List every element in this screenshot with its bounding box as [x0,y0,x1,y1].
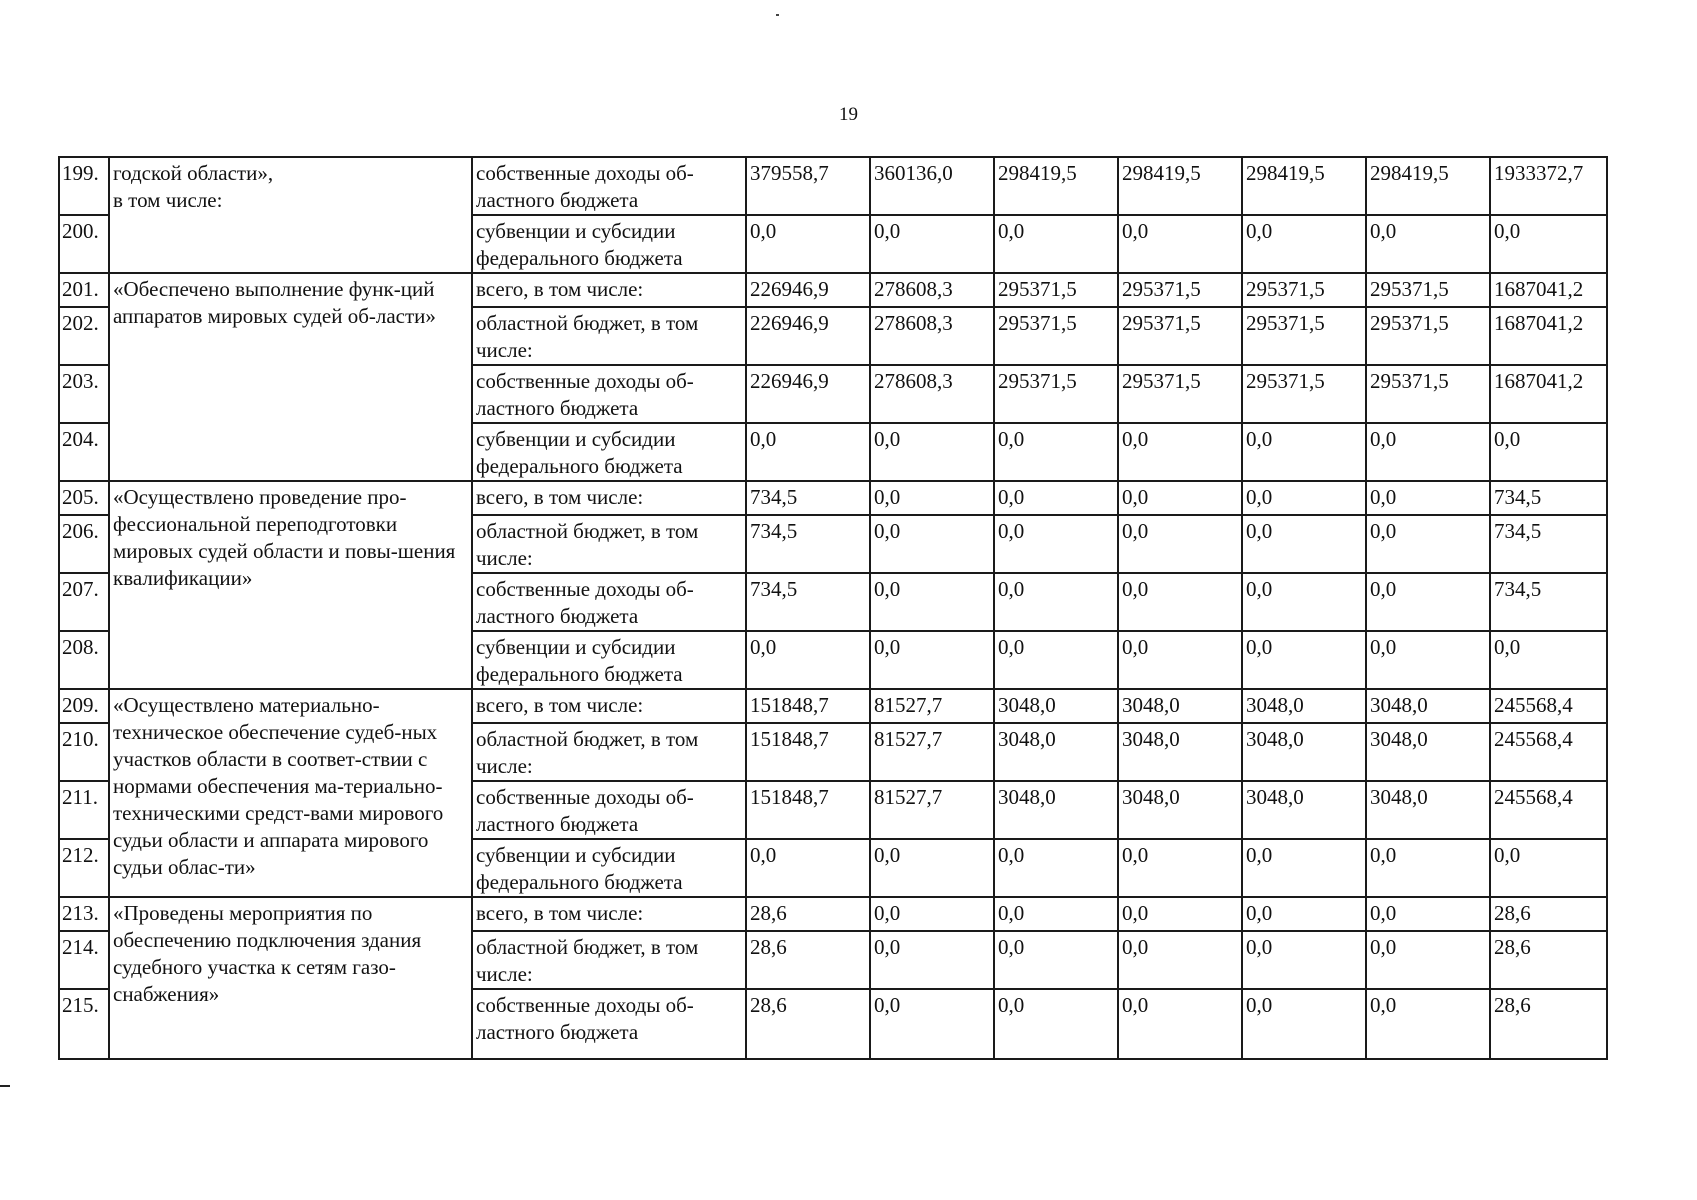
year-value: 295371,5 [1118,365,1242,423]
row-number: 212. [59,839,109,897]
year-value: 278608,3 [870,273,994,307]
year-value: 0,0 [870,215,994,273]
year-value: 0,0 [1118,897,1242,931]
total-value: 0,0 [1490,839,1607,897]
budget-table [58,156,1608,1060]
year-value: 0,0 [1366,989,1490,1059]
year-value: 0,0 [870,931,994,989]
year-value: 151848,7 [746,781,870,839]
year-value: 295371,5 [994,307,1118,365]
year-value: 226946,9 [746,307,870,365]
total-value: 245568,4 [1490,723,1607,781]
year-value: 298419,5 [1366,157,1490,215]
year-value: 0,0 [1366,423,1490,481]
year-value: 0,0 [994,515,1118,573]
year-value: 0,0 [1118,931,1242,989]
year-value: 3048,0 [1118,723,1242,781]
year-value: 0,0 [1242,423,1366,481]
funding-source: субвенции и субсидии федерального бюджета [472,631,746,689]
total-value: 28,6 [1490,897,1607,931]
year-value: 734,5 [746,573,870,631]
year-value: 0,0 [1242,215,1366,273]
funding-source: областной бюджет, в том числе: [472,515,746,573]
year-value: 278608,3 [870,365,994,423]
row-number: 214. [59,931,109,989]
total-value: 0,0 [1490,631,1607,689]
year-value: 0,0 [1118,481,1242,515]
total-value: 1687041,2 [1490,365,1607,423]
total-value: 734,5 [1490,515,1607,573]
year-value: 379558,7 [746,157,870,215]
year-value: 734,5 [746,481,870,515]
year-value: 0,0 [1242,839,1366,897]
row-number: 213. [59,897,109,931]
funding-source: всего, в том числе: [472,481,746,515]
row-number: 209. [59,689,109,723]
year-value: 0,0 [870,839,994,897]
year-value: 295371,5 [1366,273,1490,307]
row-number: 199. [59,157,109,215]
year-value: 0,0 [870,515,994,573]
year-value: 0,0 [1242,573,1366,631]
year-value: 3048,0 [994,723,1118,781]
row-number: 210. [59,723,109,781]
funding-source: собственные доходы об-ластного бюджета [472,781,746,839]
activity-name: «Осуществлено проведение про-фессиональной переподготовки мировых судей области и повы-шения квалификации» [109,481,472,689]
scan-speck [776,14,779,16]
year-value: 278608,3 [870,307,994,365]
table-row [59,157,1607,215]
year-value: 0,0 [870,573,994,631]
year-value: 0,0 [870,423,994,481]
year-value: 81527,7 [870,723,994,781]
table-body [59,157,1607,1059]
year-value: 0,0 [1118,631,1242,689]
row-number: 204. [59,423,109,481]
total-value: 734,5 [1490,481,1607,515]
year-value: 298419,5 [1242,157,1366,215]
year-value: 295371,5 [1242,273,1366,307]
year-value: 0,0 [994,897,1118,931]
activity-name: «Осуществлено материально-техническое обеспечение судеб-ных участков области в соответ-ствии с нормами обеспечения ма-териально-техническими средст-вами мирового судьи области и аппарата мирового судьи облас-ти» [109,689,472,897]
year-value: 0,0 [746,839,870,897]
table-row [59,897,1607,931]
year-value: 28,6 [746,897,870,931]
year-value: 226946,9 [746,365,870,423]
year-value: 3048,0 [1366,723,1490,781]
total-value: 734,5 [1490,573,1607,631]
funding-source: областной бюджет, в том числе: [472,307,746,365]
total-value: 245568,4 [1490,781,1607,839]
year-value: 0,0 [1242,481,1366,515]
year-value: 3048,0 [1366,689,1490,723]
year-value: 298419,5 [994,157,1118,215]
funding-source: всего, в том числе: [472,689,746,723]
year-value: 360136,0 [870,157,994,215]
year-value: 81527,7 [870,689,994,723]
funding-source: всего, в том числе: [472,273,746,307]
total-value: 245568,4 [1490,689,1607,723]
funding-source: субвенции и субсидии федерального бюджета [472,215,746,273]
scan-edge-mark [0,1085,10,1087]
funding-source: областной бюджет, в том числе: [472,723,746,781]
year-value: 0,0 [1366,481,1490,515]
year-value: 3048,0 [1118,781,1242,839]
year-value: 0,0 [1118,839,1242,897]
funding-source: областной бюджет, в том числе: [472,931,746,989]
year-value: 298419,5 [1118,157,1242,215]
row-number: 206. [59,515,109,573]
year-value: 0,0 [1366,931,1490,989]
row-number: 205. [59,481,109,515]
year-value: 0,0 [1366,515,1490,573]
year-value: 0,0 [994,215,1118,273]
funding-source: собственные доходы об-ластного бюджета [472,365,746,423]
year-value: 295371,5 [1366,307,1490,365]
year-value: 3048,0 [994,689,1118,723]
year-value: 0,0 [1118,989,1242,1059]
total-value: 1687041,2 [1490,307,1607,365]
year-value: 0,0 [994,839,1118,897]
year-value: 0,0 [994,481,1118,515]
table-row [59,273,1607,307]
row-number: 200. [59,215,109,273]
year-value: 295371,5 [1118,307,1242,365]
year-value: 0,0 [1242,515,1366,573]
page-number: 19 [839,104,858,125]
year-value: 295371,5 [1242,307,1366,365]
year-value: 0,0 [1242,931,1366,989]
year-value: 0,0 [994,573,1118,631]
year-value: 0,0 [1118,515,1242,573]
year-value: 0,0 [1366,215,1490,273]
year-value: 0,0 [870,989,994,1059]
total-value: 28,6 [1490,931,1607,989]
year-value: 0,0 [746,423,870,481]
year-value: 3048,0 [1118,689,1242,723]
funding-source: собственные доходы об-ластного бюджета [472,157,746,215]
year-value: 0,0 [746,215,870,273]
year-value: 0,0 [1366,631,1490,689]
row-number: 215. [59,989,109,1059]
year-value: 0,0 [1366,839,1490,897]
activity-name: годской области», в том числе: [109,157,472,273]
year-value: 0,0 [870,481,994,515]
year-value: 295371,5 [1366,365,1490,423]
row-number: 208. [59,631,109,689]
row-number: 202. [59,307,109,365]
funding-source: всего, в том числе: [472,897,746,931]
year-value: 81527,7 [870,781,994,839]
row-number: 207. [59,573,109,631]
year-value: 0,0 [1242,631,1366,689]
funding-source: собственные доходы об-ластного бюджета [472,989,746,1059]
year-value: 295371,5 [994,273,1118,307]
funding-source: собственные доходы об-ластного бюджета [472,573,746,631]
funding-source: субвенции и субсидии федерального бюджета [472,839,746,897]
year-value: 3048,0 [1242,689,1366,723]
year-value: 28,6 [746,931,870,989]
year-value: 0,0 [994,423,1118,481]
total-value: 0,0 [1490,215,1607,273]
total-value: 28,6 [1490,989,1607,1059]
year-value: 0,0 [1118,423,1242,481]
year-value: 0,0 [1366,573,1490,631]
total-value: 0,0 [1490,423,1607,481]
year-value: 3048,0 [1366,781,1490,839]
year-value: 0,0 [870,897,994,931]
year-value: 3048,0 [994,781,1118,839]
year-value: 0,0 [746,631,870,689]
year-value: 3048,0 [1242,781,1366,839]
year-value: 226946,9 [746,273,870,307]
year-value: 28,6 [746,989,870,1059]
year-value: 295371,5 [1118,273,1242,307]
total-value: 1687041,2 [1490,273,1607,307]
year-value: 0,0 [870,631,994,689]
year-value: 151848,7 [746,723,870,781]
year-value: 295371,5 [994,365,1118,423]
row-number: 203. [59,365,109,423]
activity-name: «Проведены мероприятия по обеспечению подключения здания судебного участка к сетям газо-снабжения» [109,897,472,1059]
year-value: 0,0 [994,931,1118,989]
year-value: 0,0 [1366,897,1490,931]
year-value: 0,0 [1118,215,1242,273]
year-value: 0,0 [1118,573,1242,631]
year-value: 295371,5 [1242,365,1366,423]
year-value: 3048,0 [1242,723,1366,781]
year-value: 0,0 [1242,989,1366,1059]
year-value: 0,0 [994,989,1118,1059]
row-number: 201. [59,273,109,307]
table-row [59,481,1607,515]
row-number: 211. [59,781,109,839]
table-row [59,689,1607,723]
total-value: 1933372,7 [1490,157,1607,215]
year-value: 0,0 [994,631,1118,689]
year-value: 0,0 [1242,897,1366,931]
year-value: 734,5 [746,515,870,573]
activity-name: «Обеспечено выполнение функ-ций аппаратов мировых судей об-ласти» [109,273,472,481]
year-value: 151848,7 [746,689,870,723]
funding-source: субвенции и субсидии федерального бюджета [472,423,746,481]
